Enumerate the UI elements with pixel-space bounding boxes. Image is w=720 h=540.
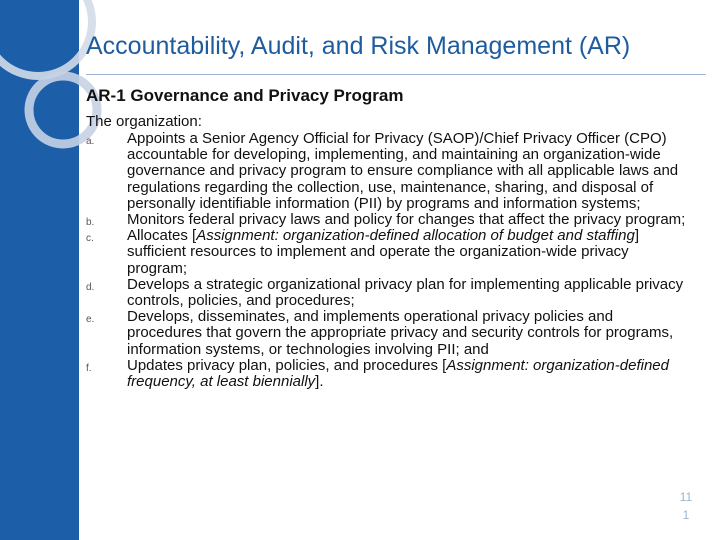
requirements-list xyxy=(86,131,686,390)
list-marker: f. xyxy=(86,362,92,374)
list-item xyxy=(86,358,686,390)
assignment-placeholder: Assignment: organization-defined frequency, at least biennially xyxy=(127,356,669,391)
slide-title: Accountability, Audit, and Risk Management (AR) xyxy=(86,32,631,60)
list-item-text: Develops a strategic organizational privacy plan for implementing applicable privacy controls, policies, and procedures; xyxy=(127,275,684,310)
list-item xyxy=(86,228,686,277)
title-divider xyxy=(86,74,706,75)
list-marker: e. xyxy=(86,314,95,326)
list-marker: b. xyxy=(86,217,95,229)
list-item-text: Updates privacy plan, policies, and procedures [Assignment: organization-defined frequency, at least biennially]. xyxy=(127,356,669,391)
assignment-placeholder: Assignment: organization-defined allocation of budget and staffing xyxy=(196,227,635,245)
decorative-ring-large xyxy=(0,0,92,76)
slide-subtitle: AR-1 Governance and Privacy Program xyxy=(86,86,404,105)
list-item xyxy=(86,212,686,228)
list-marker: c. xyxy=(86,233,94,245)
list-item xyxy=(86,277,686,309)
list-item xyxy=(86,131,686,212)
list-item-text: Allocates [Assignment: organization-defined allocation of budget and staffing] sufficient resources to implement and operate the organization-wide privacy program; xyxy=(127,227,640,277)
list-item xyxy=(86,309,686,358)
page-number: 11 1 xyxy=(679,490,693,522)
intro-text: The organization: xyxy=(86,113,202,130)
list-marker: a. xyxy=(86,136,95,147)
list-item-text: Monitors federal privacy laws and policy for changes that affect the privacy program; xyxy=(127,211,686,229)
list-marker: d. xyxy=(86,281,95,293)
list-item-text: Develops, disseminates, and implements operational privacy policies and procedures that govern the appropriate privacy and security controls for programs, information systems, or technologies involving PII; and xyxy=(127,308,674,358)
list-item-text: Appoints a Senior Agency Official for Privacy (SAOP)/Chief Privacy Officer (CPO) accountable for developing, implementing, and maintaining an organization-wide governance and privacy program to ensure compliance with all applicable laws and regulations regarding the collection, use, maintenance, sharing, and disposal of personally identifiable information (PII) by programs and information systems; xyxy=(127,130,679,212)
